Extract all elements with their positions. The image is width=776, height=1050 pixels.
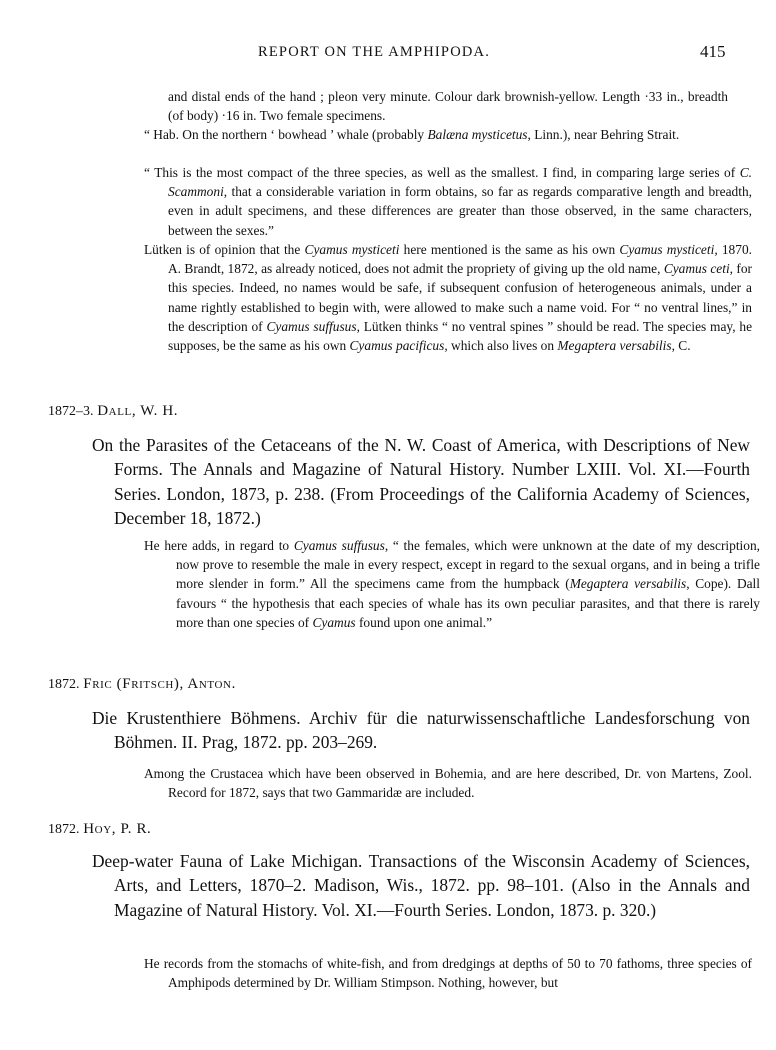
comparison-quote: “ This is the most compact of the three species, as well as the smallest. I find, in comparing large series of C. Scammoni, that a considerable variation in form obtains, so far as regards comparative length and breadth, even in adult specimens, and these differences are greater than those observed, in the same characters, between the sexes.”	[144, 165, 752, 238]
running-head	[0, 42, 776, 66]
entry-author: Dall, W. H.	[97, 403, 179, 419]
running-head-title: REPORT ON THE AMPHIPODA.	[258, 44, 491, 60]
entry-author: Fric (Fritsch), Anton.	[83, 676, 236, 692]
entry-heading-hoy	[48, 821, 151, 838]
entry-heading-fric	[48, 676, 236, 693]
lutken-commentary: Lütken is of opinion that the Cyamus mysticeti here mentioned is the same as his own Cyamus mysticeti, 1870. A. Brandt, 1872, as already noticed, does not admit the propriety of giving up the old name, Cyamus ceti, for this species. Indeed, no names would be safe, if subsequent confusion of heterogeneous animals, under a name rightly established to begin with, were allowed to make such a name void. For “ no ventral lines,” in the description of Cyamus suffusus, Lütken thinks “ no ventral spines ” should be read. The species may, he supposes, be the same as his own Cyamus pacificus, which also lives on Megaptera versabilis, C.	[144, 242, 753, 354]
page-number: 415	[700, 42, 726, 61]
entry-year: 1872.	[48, 677, 80, 692]
entry-year: 1872.	[48, 822, 80, 837]
entry-note-dall: He here adds, in regard to Cyamus suffusus, “ the females, which were unknown at the date of my description, now prove to resemble the male in every respect, except in regard to the sexual organs, and in being a trifle more slender in form.” All the specimens came from the humpback (Megaptera versabilis, Cope). Dall favours “ the hypothesis that each species of whale has its own peculiar parasites, and that there is rarely more than one species of Cyamus found upon one animal.”	[144, 538, 761, 630]
entry-note-fric: Among the Crustacea which have been observed in Bohemia, and are here described, Dr. von Martens, Zool. Record for 1872, says that two Gammaridæ are included.	[144, 766, 752, 801]
entry-heading-dall	[48, 403, 178, 420]
continued-quote: and distal ends of the hand ; pleon very minute. Colour dark brownish-yellow. Length ·33 in., breadth (of body) ·16 in. Two female specimens.	[168, 89, 728, 124]
entry-title-fric: Die Krustenthiere Böhmens. Archiv für die naturwissenschaftliche Landesforschung von Böhmen. II. Prag, 1872. pp. 203–269.	[92, 708, 750, 753]
entry-note-hoy: He records from the stomachs of white-fish, and from dredgings at depths of 50 to 70 fathoms, three species of Amphipods determined by Dr. William Stimpson. Nothing, however, but	[144, 956, 752, 991]
entry-title-dall: On the Parasites of the Cetaceans of the N. W. Coast of America, with Descriptions of New Forms. The Annals and Magazine of Natural History. Number LXIII. Vol. XI.—Fourth Series. London, 1873, p. 238. (From Proceedings of the California Academy of Sciences, December 18, 1872.)	[92, 435, 750, 529]
entry-title-hoy: Deep-water Fauna of Lake Michigan. Transactions of the Wisconsin Academy of Sciences, Arts, and Letters, 1870–2. Madison, Wis., 1872. pp. 98–101. (Also in the Annals and Magazine of Natural History. Vol. XI.—Fourth Series. London, 1873. p. 320.)	[92, 851, 750, 920]
habitat-quote: “ Hab. On the northern ‘ bowhead ’ whale (probably Balæna mysticetus, Linn.), near Behring Strait.	[144, 127, 680, 142]
entry-year: 1872–3.	[48, 404, 94, 419]
entry-author: Hoy, P. R.	[83, 821, 152, 837]
